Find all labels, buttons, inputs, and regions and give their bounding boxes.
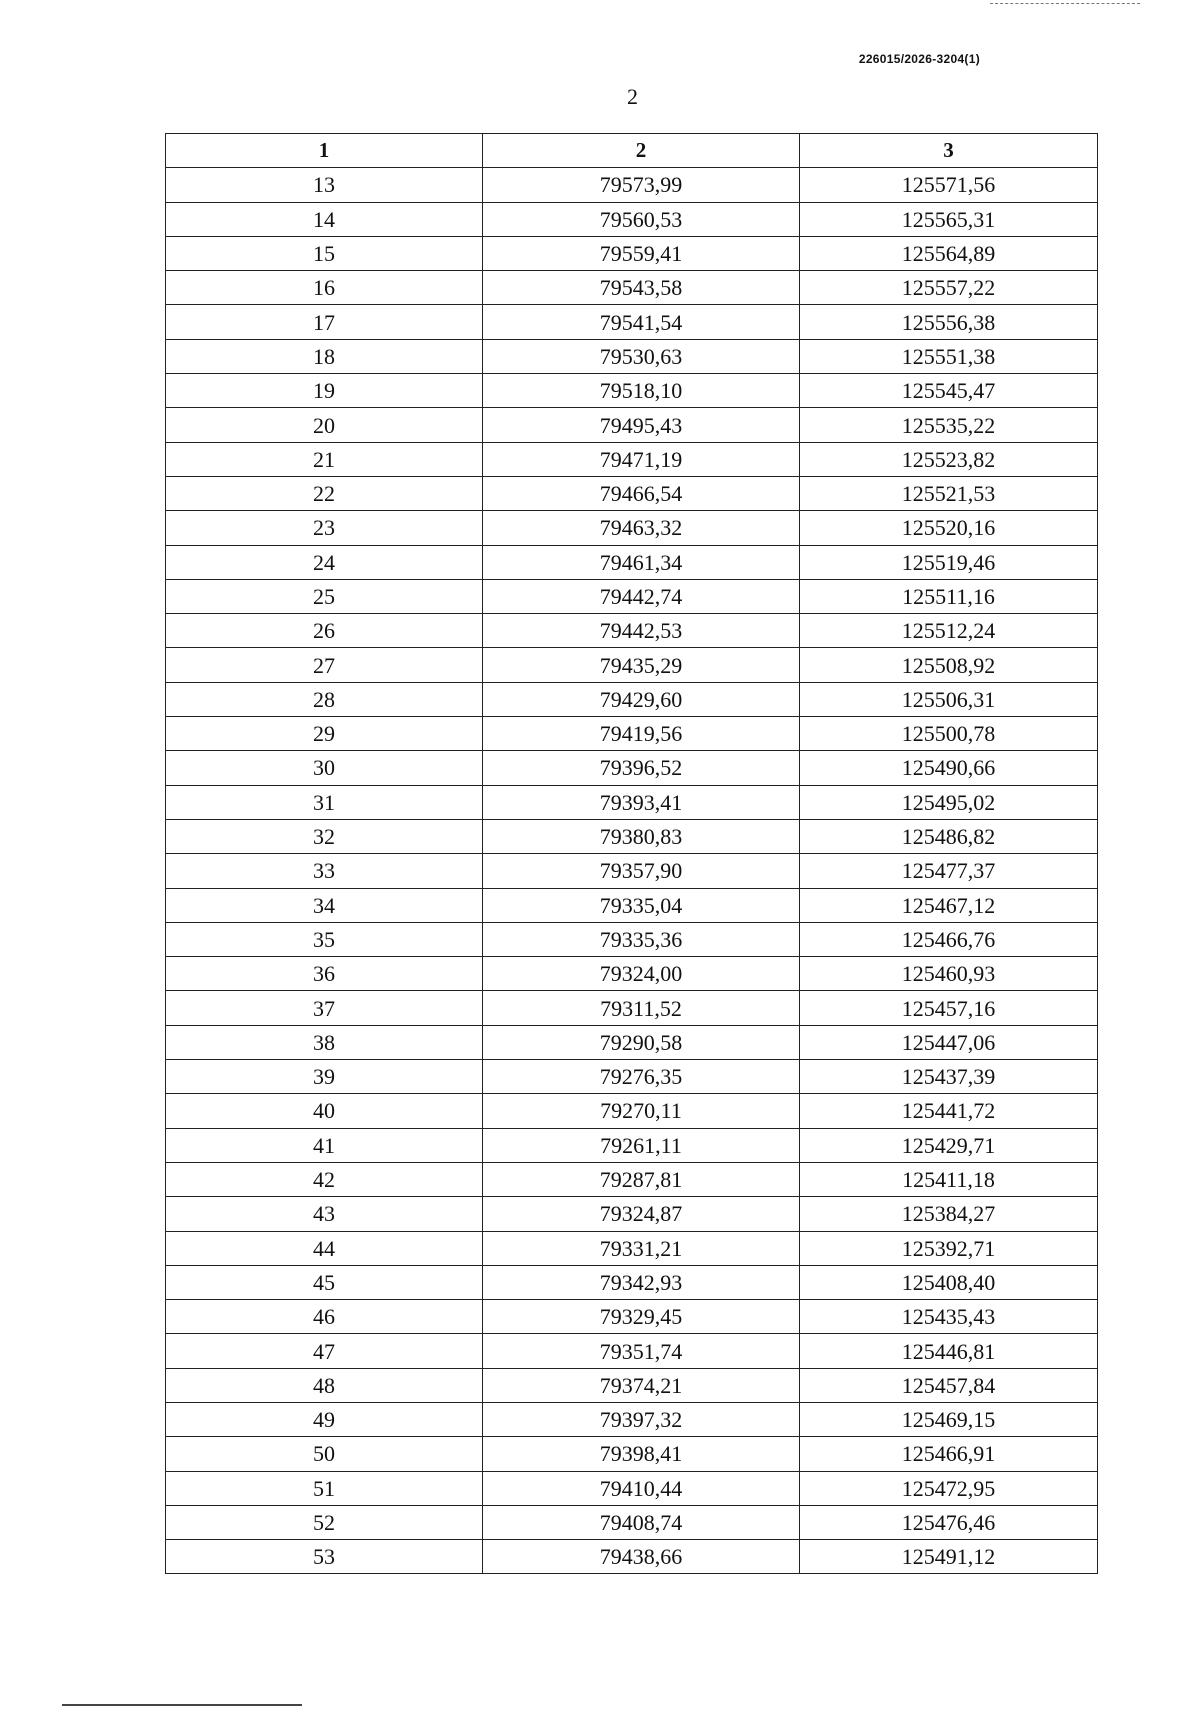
point-number-cell: 39 [166,1060,483,1094]
x-coordinate-cell: 79541,54 [483,305,800,339]
x-coordinate-cell: 79324,00 [483,957,800,991]
table-header-row [166,134,1098,168]
table-row [166,1162,1098,1196]
table-row [166,442,1098,476]
y-coordinate-cell: 125457,16 [800,991,1098,1025]
table-row [166,1540,1098,1574]
y-coordinate-cell: 125435,43 [800,1300,1098,1334]
table-row [166,717,1098,751]
table-row [166,682,1098,716]
point-number-cell: 35 [166,922,483,956]
point-number-cell: 30 [166,751,483,785]
y-coordinate-cell: 125384,27 [800,1197,1098,1231]
document-code: 226015/2026-3204(1) [858,52,980,66]
table-row [166,1505,1098,1539]
y-coordinate-cell: 125491,12 [800,1540,1098,1574]
x-coordinate-cell: 79396,52 [483,751,800,785]
point-number-cell: 15 [166,236,483,270]
x-coordinate-cell: 79530,63 [483,339,800,373]
point-number-cell: 42 [166,1162,483,1196]
point-number-cell: 41 [166,1128,483,1162]
x-coordinate-cell: 79419,56 [483,717,800,751]
y-coordinate-cell: 125446,81 [800,1334,1098,1368]
y-coordinate-cell: 125486,82 [800,819,1098,853]
point-number-cell: 48 [166,1368,483,1402]
point-number-cell: 49 [166,1402,483,1436]
y-coordinate-cell: 125564,89 [800,236,1098,270]
x-coordinate-cell: 79435,29 [483,648,800,682]
column-header: 3 [800,134,1098,168]
page-number: 2 [627,84,638,109]
y-coordinate-cell: 125437,39 [800,1060,1098,1094]
x-coordinate-cell: 79442,53 [483,614,800,648]
point-number-cell: 28 [166,682,483,716]
table-row [166,888,1098,922]
x-coordinate-cell: 79357,90 [483,854,800,888]
y-coordinate-cell: 125411,18 [800,1162,1098,1196]
point-number-cell: 18 [166,339,483,373]
table-row [166,271,1098,305]
table-row [166,579,1098,613]
point-number-cell: 38 [166,1025,483,1059]
point-number-cell: 25 [166,579,483,613]
point-number-cell: 13 [166,168,483,202]
x-coordinate-cell: 79329,45 [483,1300,800,1334]
x-coordinate-cell: 79466,54 [483,476,800,510]
y-coordinate-cell: 125447,06 [800,1025,1098,1059]
y-coordinate-cell: 125519,46 [800,545,1098,579]
table-row [166,339,1098,373]
y-coordinate-cell: 125469,15 [800,1402,1098,1436]
table-row [166,1437,1098,1471]
y-coordinate-cell: 125392,71 [800,1231,1098,1265]
x-coordinate-cell: 79408,74 [483,1505,800,1539]
point-number-cell: 24 [166,545,483,579]
x-coordinate-cell: 79518,10 [483,374,800,408]
x-coordinate-cell: 79463,32 [483,511,800,545]
y-coordinate-cell: 125512,24 [800,614,1098,648]
x-coordinate-cell: 79342,93 [483,1265,800,1299]
point-number-cell: 32 [166,819,483,853]
x-coordinate-cell: 79471,19 [483,442,800,476]
point-number-cell: 14 [166,202,483,236]
table-row [166,1265,1098,1299]
x-coordinate-cell: 79374,21 [483,1368,800,1402]
table-row [166,1471,1098,1505]
table-row [166,202,1098,236]
y-coordinate-cell: 125551,38 [800,339,1098,373]
x-coordinate-cell: 79573,99 [483,168,800,202]
x-coordinate-cell: 79560,53 [483,202,800,236]
table-row [166,374,1098,408]
table-row [166,1402,1098,1436]
table-row [166,511,1098,545]
table-row [166,785,1098,819]
point-number-cell: 17 [166,305,483,339]
point-number-cell: 50 [166,1437,483,1471]
x-coordinate-cell: 79287,81 [483,1162,800,1196]
y-coordinate-cell: 125557,22 [800,271,1098,305]
table-row [166,922,1098,956]
table-row [166,819,1098,853]
point-number-cell: 46 [166,1300,483,1334]
x-coordinate-cell: 79335,04 [483,888,800,922]
y-coordinate-cell: 125408,40 [800,1265,1098,1299]
x-coordinate-cell: 79331,21 [483,1231,800,1265]
y-coordinate-cell: 125511,16 [800,579,1098,613]
x-coordinate-cell: 79442,74 [483,579,800,613]
y-coordinate-cell: 125477,37 [800,854,1098,888]
y-coordinate-cell: 125556,38 [800,305,1098,339]
table-row [166,854,1098,888]
table-row [166,957,1098,991]
x-coordinate-cell: 79543,58 [483,271,800,305]
point-number-cell: 23 [166,511,483,545]
table-row [166,1128,1098,1162]
x-coordinate-cell: 79429,60 [483,682,800,716]
point-number-cell: 29 [166,717,483,751]
point-number-cell: 34 [166,888,483,922]
point-number-cell: 37 [166,991,483,1025]
y-coordinate-cell: 125506,31 [800,682,1098,716]
table-row [166,1231,1098,1265]
table-row [166,545,1098,579]
y-coordinate-cell: 125508,92 [800,648,1098,682]
table-row [166,1025,1098,1059]
y-coordinate-cell: 125535,22 [800,408,1098,442]
y-coordinate-cell: 125521,53 [800,476,1098,510]
point-number-cell: 43 [166,1197,483,1231]
table-body [166,168,1098,1574]
y-coordinate-cell: 125500,78 [800,717,1098,751]
table-row [166,1334,1098,1368]
y-coordinate-cell: 125495,02 [800,785,1098,819]
coordinates-table [165,133,1098,1574]
y-coordinate-cell: 125565,31 [800,202,1098,236]
x-coordinate-cell: 79261,11 [483,1128,800,1162]
table-row [166,1060,1098,1094]
y-coordinate-cell: 125457,84 [800,1368,1098,1402]
column-header: 2 [483,134,800,168]
y-coordinate-cell: 125476,46 [800,1505,1098,1539]
point-number-cell: 31 [166,785,483,819]
point-number-cell: 22 [166,476,483,510]
table-row [166,1368,1098,1402]
point-number-cell: 19 [166,374,483,408]
point-number-cell: 21 [166,442,483,476]
table-row [166,991,1098,1025]
point-number-cell: 36 [166,957,483,991]
y-coordinate-cell: 125429,71 [800,1128,1098,1162]
table-row [166,305,1098,339]
x-coordinate-cell: 79351,74 [483,1334,800,1368]
point-number-cell: 53 [166,1540,483,1574]
point-number-cell: 45 [166,1265,483,1299]
point-number-cell: 27 [166,648,483,682]
x-coordinate-cell: 79270,11 [483,1094,800,1128]
y-coordinate-cell: 125490,66 [800,751,1098,785]
point-number-cell: 52 [166,1505,483,1539]
y-coordinate-cell: 125460,93 [800,957,1098,991]
y-coordinate-cell: 125466,76 [800,922,1098,956]
point-number-cell: 51 [166,1471,483,1505]
y-coordinate-cell: 125523,82 [800,442,1098,476]
x-coordinate-cell: 79410,44 [483,1471,800,1505]
x-coordinate-cell: 79438,66 [483,1540,800,1574]
x-coordinate-cell: 79335,36 [483,922,800,956]
table-row [166,168,1098,202]
x-coordinate-cell: 79290,58 [483,1025,800,1059]
x-coordinate-cell: 79559,41 [483,236,800,270]
table-row [166,751,1098,785]
table-row [166,1197,1098,1231]
scan-artifact-top [990,3,1140,6]
x-coordinate-cell: 79461,34 [483,545,800,579]
column-header: 1 [166,134,483,168]
y-coordinate-cell: 125545,47 [800,374,1098,408]
x-coordinate-cell: 79380,83 [483,819,800,853]
scan-artifact-bottom [62,1704,302,1708]
x-coordinate-cell: 79495,43 [483,408,800,442]
point-number-cell: 16 [166,271,483,305]
x-coordinate-cell: 79393,41 [483,785,800,819]
x-coordinate-cell: 79324,87 [483,1197,800,1231]
table-row [166,408,1098,442]
y-coordinate-cell: 125472,95 [800,1471,1098,1505]
point-number-cell: 26 [166,614,483,648]
table-row [166,1094,1098,1128]
x-coordinate-cell: 79397,32 [483,1402,800,1436]
table-row [166,476,1098,510]
table-row [166,648,1098,682]
y-coordinate-cell: 125520,16 [800,511,1098,545]
y-coordinate-cell: 125467,12 [800,888,1098,922]
y-coordinate-cell: 125441,72 [800,1094,1098,1128]
table-row [166,236,1098,270]
table-row [166,614,1098,648]
y-coordinate-cell: 125571,56 [800,168,1098,202]
x-coordinate-cell: 79398,41 [483,1437,800,1471]
point-number-cell: 44 [166,1231,483,1265]
point-number-cell: 33 [166,854,483,888]
point-number-cell: 40 [166,1094,483,1128]
point-number-cell: 20 [166,408,483,442]
point-number-cell: 47 [166,1334,483,1368]
y-coordinate-cell: 125466,91 [800,1437,1098,1471]
x-coordinate-cell: 79311,52 [483,991,800,1025]
x-coordinate-cell: 79276,35 [483,1060,800,1094]
table-row [166,1300,1098,1334]
